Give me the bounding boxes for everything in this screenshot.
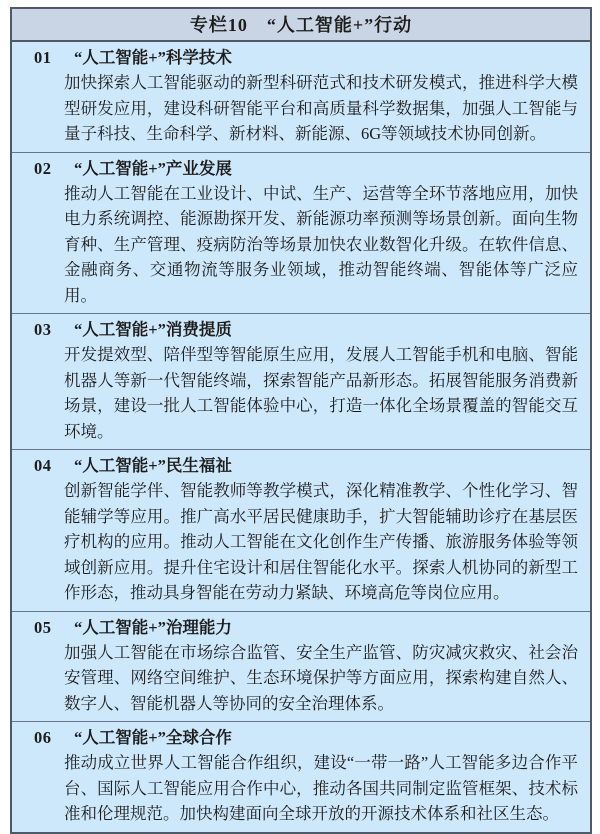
section-heading-text: “人工智能+”产业发展	[74, 158, 232, 178]
section-heading-text: “人工智能+”消费提质	[74, 320, 232, 339]
section-body-text: 加快探索人工智能驱动的新型科研范式和技术研发模式，推进科学大模型研发应用，建设科研智能平台和高质量科学数据集，加强人工智能与量子科技、生命科学、新材料、新能源、6G等领域技术协同创新。	[64, 73, 578, 143]
section-number: 04	[34, 456, 52, 475]
section-number: 01	[34, 48, 52, 67]
section	[12, 313, 590, 449]
section-number: 03	[34, 320, 52, 339]
section-heading-text: “人工智能+”全球合作	[74, 728, 232, 747]
section-number: 05	[34, 617, 52, 637]
section-heading	[24, 615, 580, 640]
column-box-panel	[10, 7, 592, 834]
section	[12, 152, 590, 314]
section-body-text: 推动人工智能在工业设计、中试、生产、运营等全环节落地应用，加快电力系统调控、能源勘探开发、新能源功率预测等场景创新。面向生物育种、生产管理、疫病防治等场景加快农业数智化升级。在软件信息、金融商务、交通物流等服务业领域，推动智能终端、智能体等广泛应用。	[64, 183, 578, 305]
section-heading	[24, 156, 580, 181]
section-number: 06	[34, 728, 52, 747]
section-heading	[24, 45, 580, 70]
section	[12, 449, 590, 611]
section-body-text: 推动成立世界人工智能合作组织，建设“一带一路”人工智能多边合作平台、国际人工智能应用合作中心，推动各国共同制定监管框架、技术标准和伦理规范。加快构建面向全球开放的开源技术体系和社区生态。	[64, 753, 578, 823]
section-body-text: 加强人工智能在市场综合监管、安全生产监管、防灾减灾救灾、社会治安管理、网络空间维护、生态环境保护等方面应用，探索构建自然人、数字人、智能机器人等协同的安全治理体系。	[64, 642, 578, 713]
section-body-text: 开发提效型、陪伴型等智能原生应用，发展人工智能手机和电脑、智能机器人等新一代智能终端，探索智能产品新形态。拓展智能服务消费新场景，建设一批人工智能体验中心，打造一体化全场景覆盖的智能交互环境。	[64, 345, 578, 441]
section-heading-text: “人工智能+”科学技术	[74, 48, 232, 67]
section	[12, 611, 590, 722]
section-heading	[24, 317, 580, 342]
section-heading	[24, 453, 580, 478]
sections	[12, 42, 590, 832]
section	[12, 42, 590, 152]
section-number: 02	[34, 158, 52, 178]
section	[12, 721, 590, 832]
panel-title: 专栏10 “人工智能+”行动	[12, 9, 590, 42]
section-body-text: 创新智能学伴、智能教师等教学模式，深化精准教学、个性化学习、智能辅学等应用。推广高水平居民健康助手，扩大智能辅助诊疗在基层医疗机构的应用。推动人工智能在文化创作生产传播、旅游服务体验等领域创新应用。提升住宅设计和居住智能化水平。探索人机协同的新型工作形态，推动具身智能在劳动力紧缺、环境高危等岗位应用。	[64, 481, 578, 602]
section-heading	[24, 725, 580, 750]
section-heading-text: “人工智能+”治理能力	[74, 617, 232, 637]
section-heading-text: “人工智能+”民生福祉	[74, 456, 232, 475]
